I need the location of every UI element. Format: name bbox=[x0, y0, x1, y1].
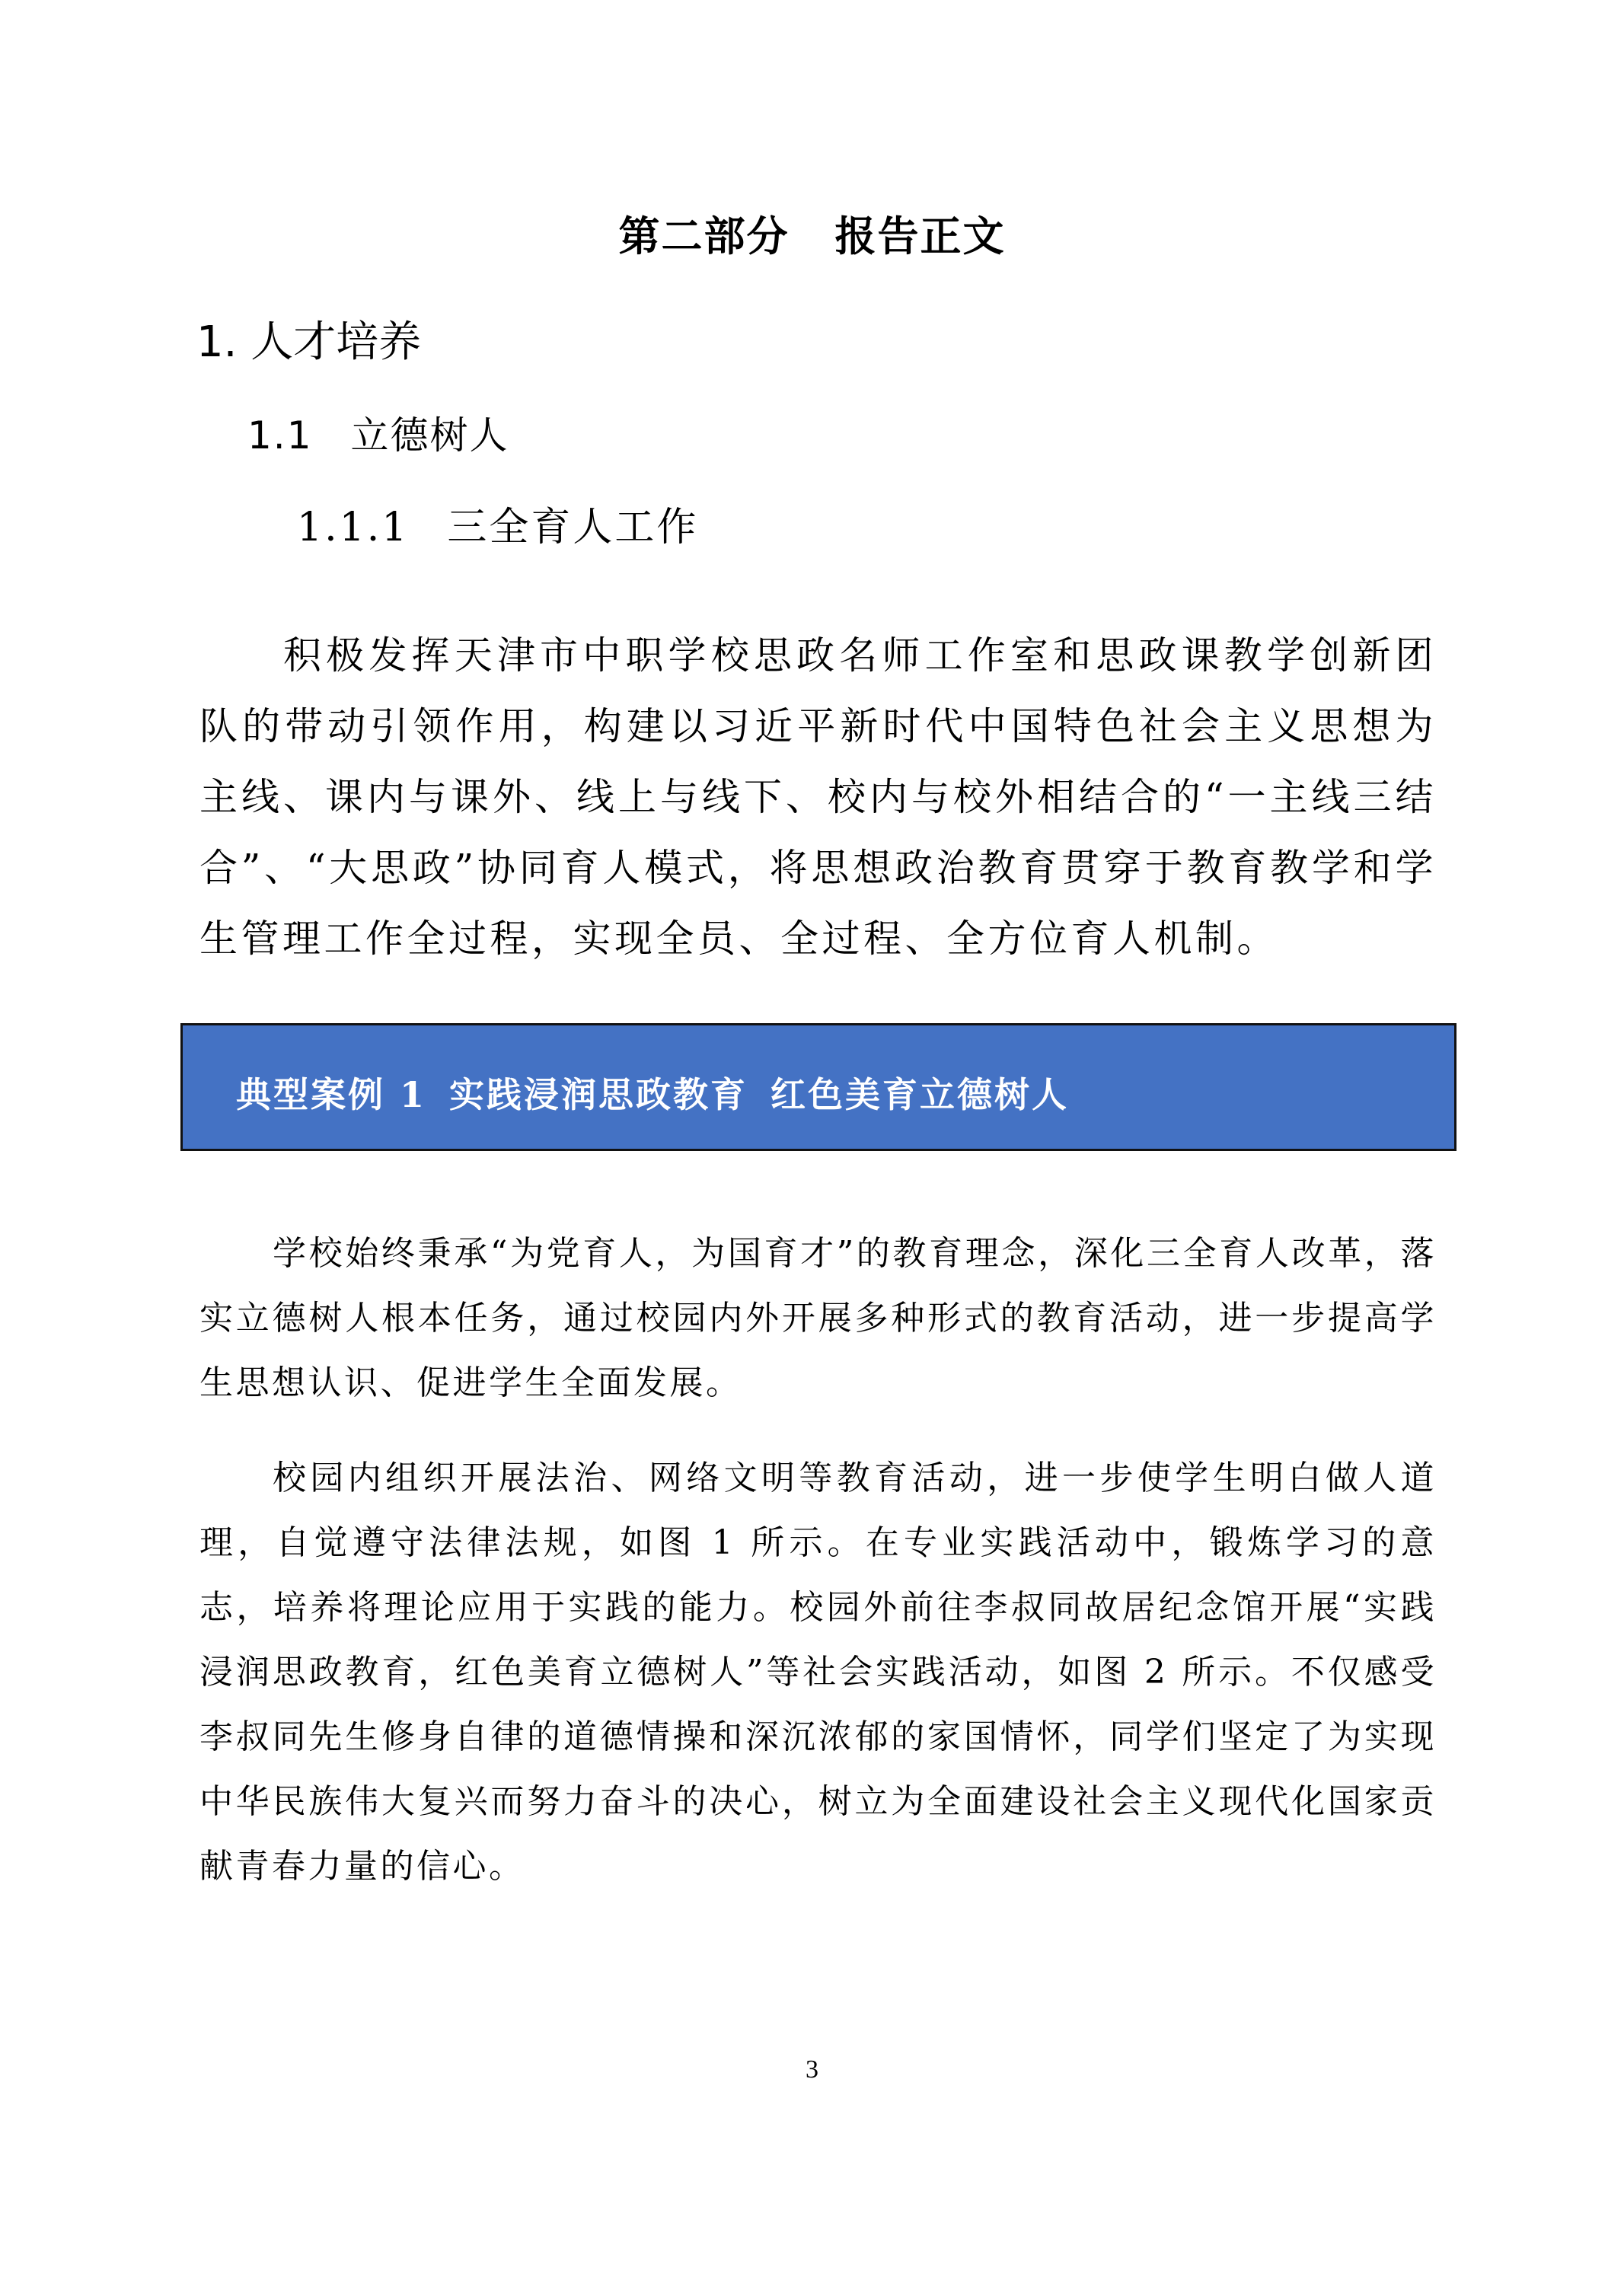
body-paragraph-3: 校园内组织开展法治、网络文明等教育活动，进一步使学生明白做人道理，自觉遵守法律法规，如图 1 所示。在专业实践活动中，锻炼学习的意志，培养将理论应用于实践的能力。校园外前往李叔同故居纪念馆开展“实践浸润思政教育，红色美育立德树人”等社会实践活动，如图 2 所示。不仅感受李叔同先生修身自律的道德情操和深沉浓郁的家国情怀，同学们坚定了为实现中华民族伟大复兴而努力奋斗的决心，树立为全面建设社会主义现代化国家贡献青春力量的信心。 bbox=[199, 1459, 1437, 1886]
section-number: 1. bbox=[196, 317, 238, 367]
subsection-number: 1.1 bbox=[247, 413, 313, 458]
section-heading bbox=[196, 308, 421, 369]
typical-case-banner bbox=[180, 1023, 1456, 1151]
case-label: 典型案例 1 bbox=[236, 1074, 427, 1115]
case-title-part-a: 实践浸润思政教育 bbox=[449, 1074, 748, 1115]
subsection-heading bbox=[247, 405, 509, 460]
part-title bbox=[0, 204, 1624, 263]
case-title-part-b: 红色美育立德树人 bbox=[771, 1074, 1070, 1115]
page-number: 3 bbox=[806, 2055, 818, 2084]
subsubsection-number: 1.1.1 bbox=[297, 505, 410, 550]
part-title-text: 报告正文 bbox=[834, 212, 1006, 260]
body-paragraph-1: 积极发挥天津市中职学校思政名师工作室和思政课教学创新团队的带动引领作用，构建以习近平新时代中国特色社会主义思想为主线、课内与课外、线上与线下、校内与校外相结合的“一主线三结合”、“大思政”协同育人模式，将思想政治教育贯穿于教育教学和学生管理工作全过程，实现全员、全过程、全方位育人机制。 bbox=[199, 633, 1437, 961]
subsubsection-heading bbox=[297, 495, 698, 552]
section-label: 人才培养 bbox=[250, 317, 422, 367]
subsection-label: 立德树人 bbox=[350, 413, 509, 458]
case-title bbox=[236, 1067, 1069, 1118]
subsubsection-label: 三全育人工作 bbox=[447, 505, 699, 550]
body-paragraph-2: 学校始终秉承“为党育人，为国育才”的教育理念，深化三全育人改革，落实立德树人根本任务，通过校园内外开展多种形式的教育活动，进一步提高学生思想认识、促进学生全面发展。 bbox=[199, 1234, 1437, 1402]
part-label: 第二部分 bbox=[618, 212, 790, 260]
